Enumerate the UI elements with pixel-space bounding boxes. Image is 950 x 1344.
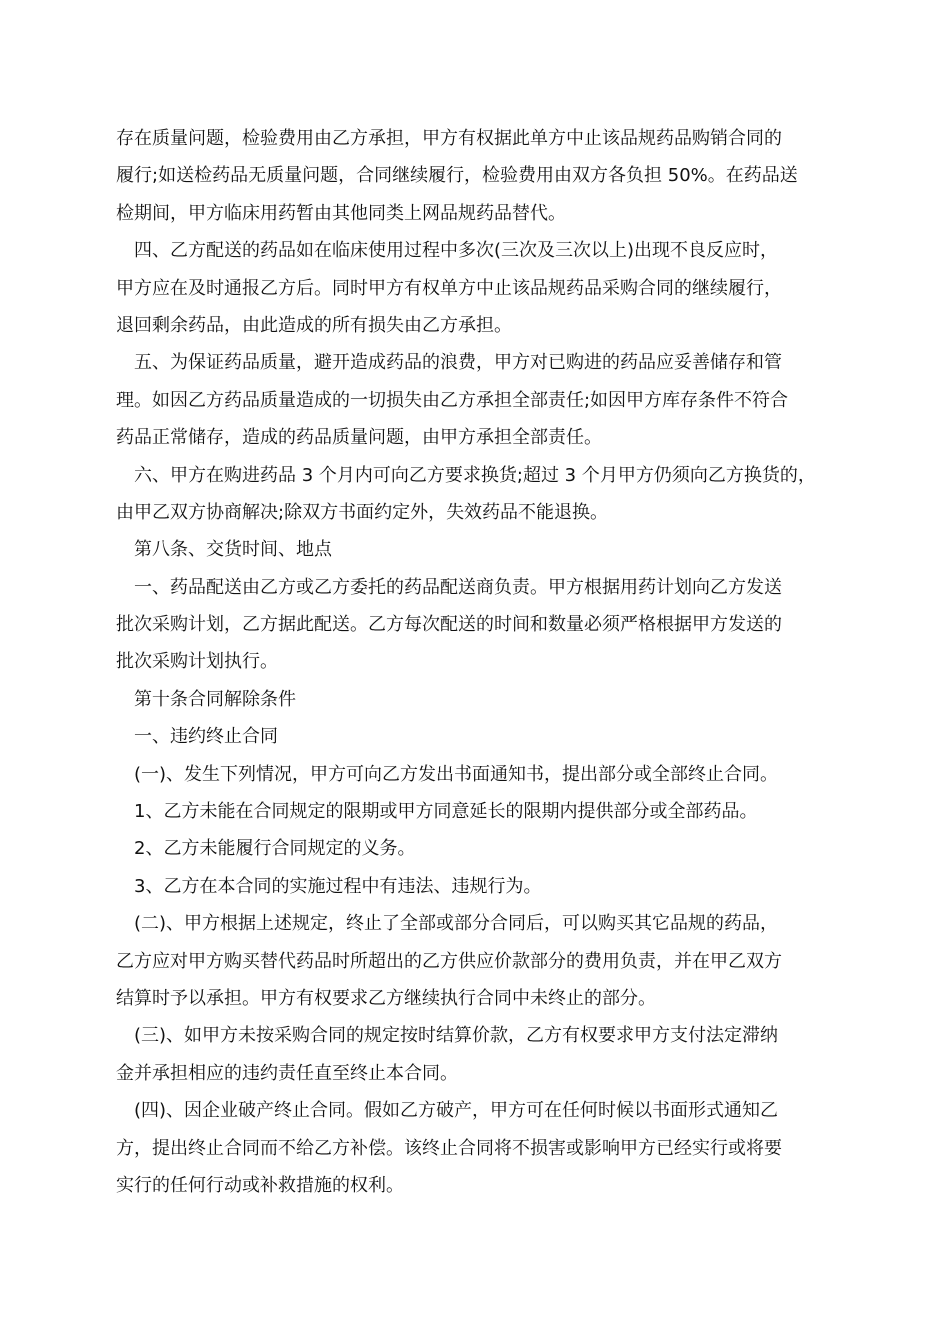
- text-line: 批次采购计划，乙方据此配送。乙方每次配送的时间和数量必须严格根据甲方发送的: [116, 614, 782, 636]
- document-body: [116, 120, 838, 1204]
- text-line: 结算时予以承担。甲方有权要求乙方继续执行合同中未终止的部分。: [116, 987, 656, 1009]
- section-heading: 第八条、交货时间、地点: [134, 539, 332, 561]
- list-item: 1、乙方未能在合同规定的限期或甲方同意延长的限期内提供部分或全部药品。: [134, 801, 758, 823]
- paragraph-start-line: (四)、因企业破产终止合同。假如乙方破产，甲方可在任何时候以书面形式通知乙: [134, 1100, 779, 1122]
- text-line: 履行;如送检药品无质量问题，合同继续履行，检验费用由双方各负担 50%。在药品送: [116, 165, 798, 187]
- text-line: 实行的任何行动或补救措施的权利。: [116, 1174, 404, 1196]
- text-line: 检期间，甲方临床用药暂由其他同类上网品规药品替代。: [116, 202, 566, 224]
- list-item: 3、乙方在本合同的实施过程中有违法、违规行为。: [134, 875, 542, 897]
- paragraph-start-line: 六、甲方在购进药品 3 个月内可向乙方要求换货;超过 3 个月甲方仍须向乙方换货的，: [134, 464, 816, 486]
- paragraph-start-line: 五、为保证药品质量，避开造成药品的浪费，甲方对已购进的药品应妥善储存和管: [134, 352, 782, 374]
- text-line: 金并承担相应的违约责任直至终止本合同。: [116, 1062, 458, 1084]
- text-line: 乙方应对甲方购买替代药品时所超出的乙方供应价款部分的费用负责，并在甲乙双方: [116, 950, 782, 972]
- subsection-heading: 一、违约终止合同: [134, 726, 278, 748]
- paragraph-start-line: (一)、发生下列情况，甲方可向乙方发出书面通知书，提出部分或全部终止合同。: [134, 763, 779, 785]
- text-line: 甲方应在及时通报乙方后。同时甲方有权单方中止该品规药品采购合同的继续履行，: [116, 277, 782, 299]
- text-line: 退回剩余药品，由此造成的所有损失由乙方承担。: [116, 314, 512, 336]
- text-line: 批次采购计划执行。: [116, 651, 278, 673]
- text-line: 存在质量问题，检验费用由乙方承担，甲方有权据此单方中止该品规药品购销合同的: [116, 128, 782, 149]
- paragraph-start-line: (三)、如甲方未按采购合同的规定按时结算价款，乙方有权要求甲方支付法定滞纳: [134, 1025, 779, 1047]
- text-line: 由甲乙双方协商解决;除双方书面约定外，失效药品不能退换。: [116, 501, 609, 523]
- text-line: 药品正常储存，造成的药品质量问题，由甲方承担全部责任。: [116, 427, 602, 449]
- section-heading: 第十条合同解除条件: [134, 688, 296, 710]
- list-item: 2、乙方未能履行合同规定的义务。: [134, 838, 416, 860]
- paragraph-start-line: (二)、甲方根据上述规定，终止了全部或部分合同后，可以购买其它品规的药品，: [134, 913, 779, 935]
- paragraph-start-line: 四、乙方配送的药品如在临床使用过程中多次(三次及三次以上)出现不良反应时，: [134, 240, 779, 262]
- text-line: 理。如因乙方药品质量造成的一切损失由乙方承担全部责任;如因甲方库存条件不符合: [116, 389, 789, 411]
- text-line: 方，提出终止合同而不给乙方补偿。该终止合同将不损害或影响甲方已经实行或将要: [116, 1137, 782, 1159]
- paragraph-start-line: 一、药品配送由乙方或乙方委托的药品配送商负责。甲方根据用药计划向乙方发送: [134, 576, 782, 598]
